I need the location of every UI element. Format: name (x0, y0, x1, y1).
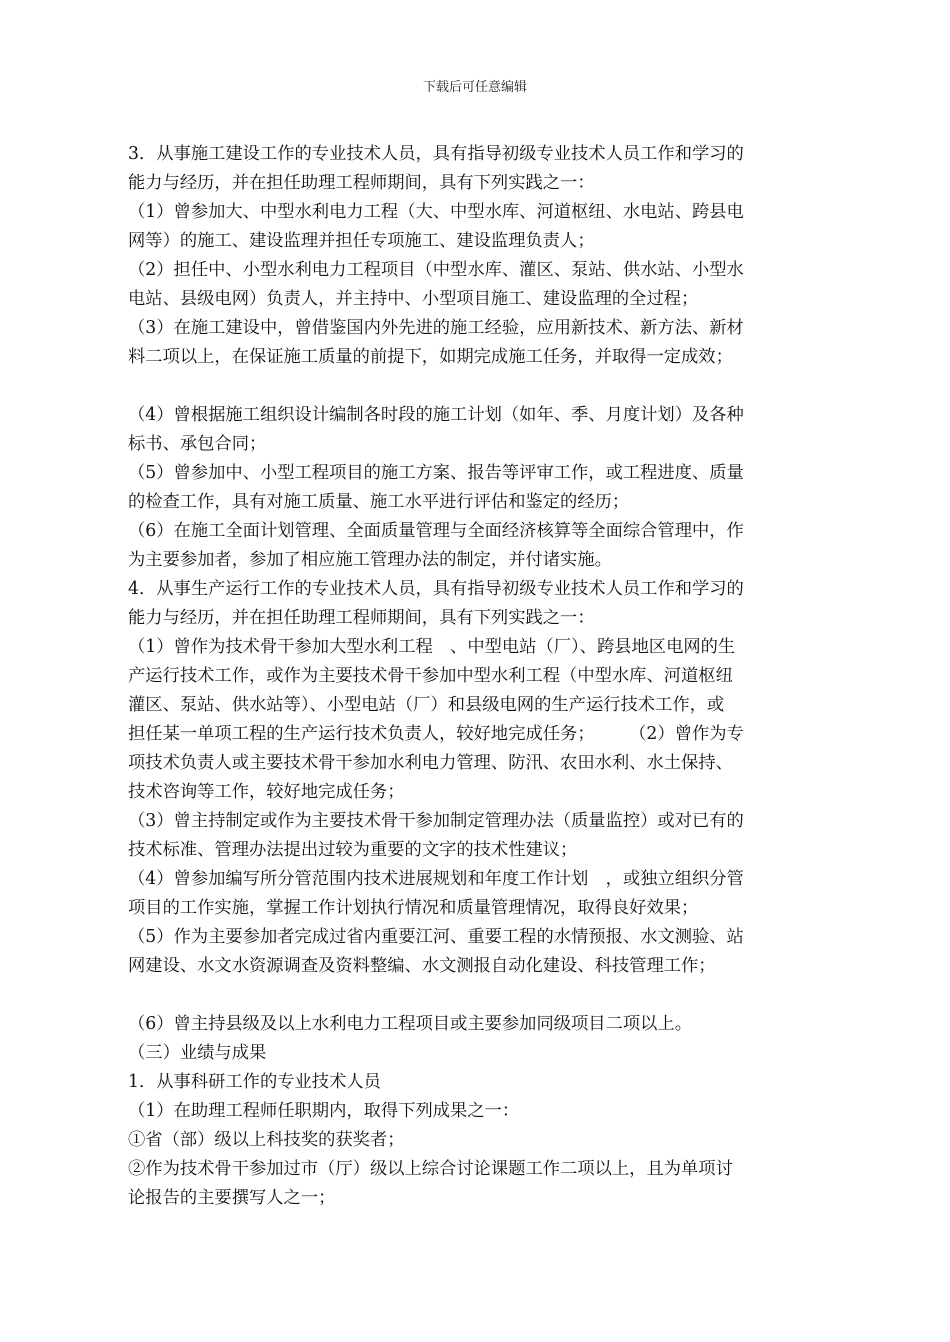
paragraph-item3-3 (128, 314, 822, 372)
text-line: 电站、县级电网）负责人，并主持中、小型项目施工、建设监理的全过程； (128, 289, 699, 309)
paragraph-item4-1-2 (128, 633, 822, 807)
text-line: 技术咨询等工作，较好地完成任务； (128, 782, 405, 802)
paragraph-research-1 (128, 1097, 822, 1126)
text-line: 担任某一单项工程的生产运行技术负责人，较好地完成任务； （2）曾作为专 (128, 724, 744, 744)
text-line: 项目的工作实施，掌握工作计划执行情况和质量管理情况，取得良好效果； (128, 898, 699, 918)
text-line: （6）曾主持县级及以上水利电力工程项目或主要参加同级项目二项以上。 (128, 1014, 692, 1034)
paragraph-item3-2 (128, 256, 822, 314)
paragraph-item3-4 (128, 401, 822, 459)
text-line: ②作为技术骨干参加过市（厅）级以上综合讨论课题工作二项以上，且为单项讨 (128, 1159, 733, 1179)
text-line: 的检查工作，具有对施工质量、施工水平进行评估和鉴定的经历； (128, 492, 630, 512)
text-line: 能力与经历，并在担任助理工程师期间，具有下列实践之一： (128, 608, 595, 628)
subsection-heading-research (128, 1068, 822, 1097)
page-header: 下载后可任意编辑 (422, 80, 527, 95)
text-line: 标书、承包合同； (128, 434, 267, 454)
blank-line (128, 372, 822, 401)
list-item-award (128, 1126, 822, 1155)
paragraph-item4-3 (128, 807, 822, 865)
text-line: （1）曾参加大、中型水利电力工程（大、中型水库、河道枢纽、水电站、跨县电 (128, 202, 744, 222)
text-line: 网等）的施工、建设监理并担任专项施工、建设监理负责人； (128, 231, 595, 251)
list-item-research-projects (128, 1155, 822, 1213)
text-line: （4）曾根据施工组织设计编制各时段的施工计划（如年、季、月度计划）及各种 (128, 405, 744, 425)
text-line: （1）曾作为技术骨干参加大型水利工程 、中型电站（厂）、跨县地区电网的生 (128, 637, 736, 657)
text-line: （6）在施工全面计划管理、全面质量管理与全面经济核算等全面综合管理中，作 (128, 521, 744, 541)
paragraph-item3-intro (128, 140, 822, 198)
text-line: （5）作为主要参加者完成过省内重要江河、重要工程的水情预报、水文测验、站 (128, 927, 744, 947)
text-line: 1．从事科研工作的专业技术人员 (128, 1072, 381, 1092)
paragraph-item4-6 (128, 1010, 822, 1039)
text-line: 项技术负责人或主要技术骨干参加水利电力管理、防汛、农田水利、水土保持、 (128, 753, 733, 773)
paragraph-item3-6 (128, 517, 822, 575)
paragraph-item4-4 (128, 865, 822, 923)
section-heading-achievements (128, 1039, 822, 1068)
text-line: ①省（部）级以上科技奖的获奖者； (128, 1130, 405, 1150)
text-line: 灌区、泵站、供水站等）、小型电站（厂）和县级电网的生产运行技术工作，或 (128, 695, 725, 715)
text-line: 为主要参加者，参加了相应施工管理办法的制定，并付诸实施。 (128, 550, 612, 570)
text-line: 技术标准、管理办法提出过较为重要的文字的技术性建议； (128, 840, 578, 860)
text-line: 产运行技术工作，或作为主要技术骨干参加中型水利工程（中型水库、河道枢纽 (128, 666, 733, 686)
blank-line (128, 981, 822, 1010)
document-body (128, 140, 822, 1213)
text-line: 4．从事生产运行工作的专业技术人员，具有指导初级专业技术人员工作和学习的 (128, 579, 744, 599)
text-line: （2）担任中、小型水利电力工程项目（中型水库、灌区、泵站、供水站、小型水 (128, 260, 744, 280)
text-line: （3）在施工建设中，曾借鉴国内外先进的施工经验，应用新技术、新方法、新材 (128, 318, 744, 338)
paragraph-item4-5 (128, 923, 822, 981)
text-line: 能力与经历，并在担任助理工程师期间，具有下列实践之一： (128, 173, 595, 193)
paragraph-item4-intro (128, 575, 822, 633)
text-line: （4）曾参加编写所分管范围内技术进展规划和年度工作计划 ，或独立组织分管 (128, 869, 744, 889)
text-line: 论报告的主要撰写人之一； (128, 1188, 336, 1208)
text-line: （3）曾主持制定或作为主要技术骨干参加制定管理办法（质量监控）或对已有的 (128, 811, 744, 831)
text-line: （5）曾参加中、小型工程项目的施工方案、报告等评审工作，或工程进度、质量 (128, 463, 744, 483)
text-line: （1）在助理工程师任职期内，取得下列成果之一： (128, 1101, 520, 1121)
paragraph-item3-5 (128, 459, 822, 517)
text-line: 料二项以上，在保证施工质量的前提下，如期完成施工任务，并取得一定成效； (128, 347, 733, 367)
text-line: 网建设、水文水资源调查及资料整编、水文测报自动化建设、科技管理工作； (128, 956, 716, 976)
text-line: （三）业绩与成果 (128, 1043, 267, 1063)
text-line: 3．从事施工建设工作的专业技术人员，具有指导初级专业技术人员工作和学习的 (128, 144, 744, 164)
paragraph-item3-1 (128, 198, 822, 256)
